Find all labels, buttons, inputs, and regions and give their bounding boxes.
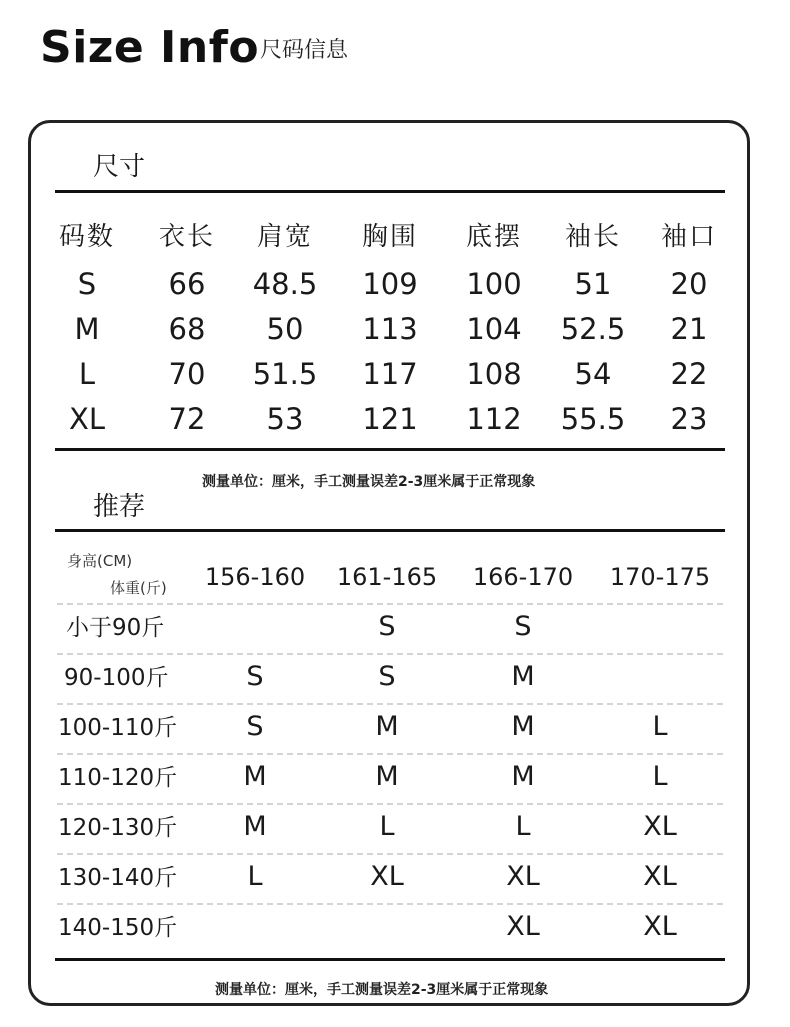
recommended-size: M bbox=[243, 811, 267, 842]
weight-row-label: 小于90斤 bbox=[66, 615, 165, 641]
size-cell: 48.5 bbox=[252, 267, 318, 301]
size-col-header: 胸围 bbox=[361, 222, 419, 252]
recommended-size: S bbox=[514, 611, 532, 642]
corner-height-label: 身高(CM) bbox=[67, 552, 133, 570]
size-table-top-rule bbox=[55, 190, 725, 193]
recommended-size: M bbox=[511, 761, 535, 792]
row-divider bbox=[57, 903, 723, 905]
size-cell: 51.5 bbox=[252, 357, 318, 391]
recommended-size: S bbox=[378, 611, 396, 642]
size-measure-note: 测量单位：厘米，手工测量误差2-3厘米属于正常现象 bbox=[202, 474, 536, 490]
recommended-size: L bbox=[652, 761, 668, 792]
row-divider bbox=[57, 603, 723, 605]
size-cell: 113 bbox=[362, 312, 418, 346]
height-col-header: 161-165 bbox=[336, 563, 438, 591]
size-row-label: M bbox=[74, 312, 100, 346]
size-col-header: 底摆 bbox=[465, 222, 523, 252]
recommended-size: S bbox=[246, 711, 264, 742]
recommended-size: L bbox=[515, 811, 531, 842]
recommended-size: XL bbox=[643, 911, 677, 942]
recommend-section-label: 推荐 bbox=[93, 492, 146, 522]
size-row-label: S bbox=[77, 267, 97, 301]
weight-row-label: 100-110斤 bbox=[58, 715, 178, 741]
size-cell: 22 bbox=[670, 357, 708, 391]
recommend-table-top-rule bbox=[55, 529, 725, 532]
size-row-label: L bbox=[78, 357, 96, 391]
page-subtitle: 尺码信息 bbox=[260, 38, 349, 63]
weight-row-label: 90-100斤 bbox=[64, 665, 169, 691]
recommended-size: L bbox=[652, 711, 668, 742]
size-cell: 108 bbox=[466, 357, 522, 391]
page-title: Size Info bbox=[40, 22, 260, 73]
row-divider bbox=[57, 803, 723, 805]
size-cell: 72 bbox=[168, 402, 206, 436]
row-divider bbox=[57, 703, 723, 705]
size-cell: 23 bbox=[670, 402, 708, 436]
height-col-header: 170-175 bbox=[609, 563, 711, 591]
size-cell: 68 bbox=[168, 312, 206, 346]
size-row-label: XL bbox=[68, 402, 106, 436]
size-col-header: 衣长 bbox=[158, 222, 216, 252]
size-cell: 21 bbox=[670, 312, 708, 346]
row-divider bbox=[57, 653, 723, 655]
size-col-header: 码数 bbox=[58, 222, 116, 252]
weight-row-label: 140-150斤 bbox=[58, 915, 178, 941]
corner-weight-label: 体重(斤) bbox=[110, 579, 167, 597]
weight-row-label: 130-140斤 bbox=[58, 865, 178, 891]
size-cell: 53 bbox=[266, 402, 304, 436]
size-cell: 20 bbox=[670, 267, 708, 301]
size-cell: 54 bbox=[574, 357, 612, 391]
size-table-bottom-rule bbox=[55, 448, 725, 451]
size-cell: 121 bbox=[362, 402, 418, 436]
weight-row-label: 120-130斤 bbox=[58, 815, 178, 841]
recommended-size: M bbox=[511, 661, 535, 692]
recommended-size: S bbox=[246, 661, 264, 692]
size-cell: 70 bbox=[168, 357, 206, 391]
recommended-size: S bbox=[378, 661, 396, 692]
recommended-size: XL bbox=[506, 911, 540, 942]
recommended-size: M bbox=[375, 761, 399, 792]
size-cell: 52.5 bbox=[560, 312, 626, 346]
size-cell: 66 bbox=[168, 267, 206, 301]
size-col-header: 袖口 bbox=[660, 222, 718, 252]
weight-row-label: 110-120斤 bbox=[58, 765, 178, 791]
size-cell: 100 bbox=[466, 267, 522, 301]
size-col-header: 袖长 bbox=[564, 222, 622, 252]
size-cell: 109 bbox=[362, 267, 418, 301]
recommend-measure-note: 测量单位：厘米，手工测量误差2-3厘米属于正常现象 bbox=[215, 982, 549, 998]
recommended-size: XL bbox=[643, 811, 677, 842]
size-section-label: 尺寸 bbox=[93, 152, 146, 182]
recommended-size: XL bbox=[643, 861, 677, 892]
size-cell: 112 bbox=[466, 402, 522, 436]
recommended-size: L bbox=[247, 861, 263, 892]
recommended-size: XL bbox=[506, 861, 540, 892]
size-cell: 55.5 bbox=[560, 402, 626, 436]
size-cell: 117 bbox=[362, 357, 418, 391]
size-col-header: 肩宽 bbox=[256, 222, 314, 252]
size-cell: 51 bbox=[574, 267, 612, 301]
size-cell: 50 bbox=[266, 312, 304, 346]
recommend-table-bottom-rule bbox=[55, 958, 725, 961]
row-divider bbox=[57, 753, 723, 755]
recommended-size: M bbox=[375, 711, 399, 742]
size-cell: 104 bbox=[466, 312, 522, 346]
row-divider bbox=[57, 853, 723, 855]
height-col-header: 156-160 bbox=[204, 563, 306, 591]
recommended-size: M bbox=[243, 761, 267, 792]
recommended-size: XL bbox=[370, 861, 404, 892]
recommended-size: M bbox=[511, 711, 535, 742]
height-col-header: 166-170 bbox=[472, 563, 574, 591]
recommended-size: L bbox=[379, 811, 395, 842]
